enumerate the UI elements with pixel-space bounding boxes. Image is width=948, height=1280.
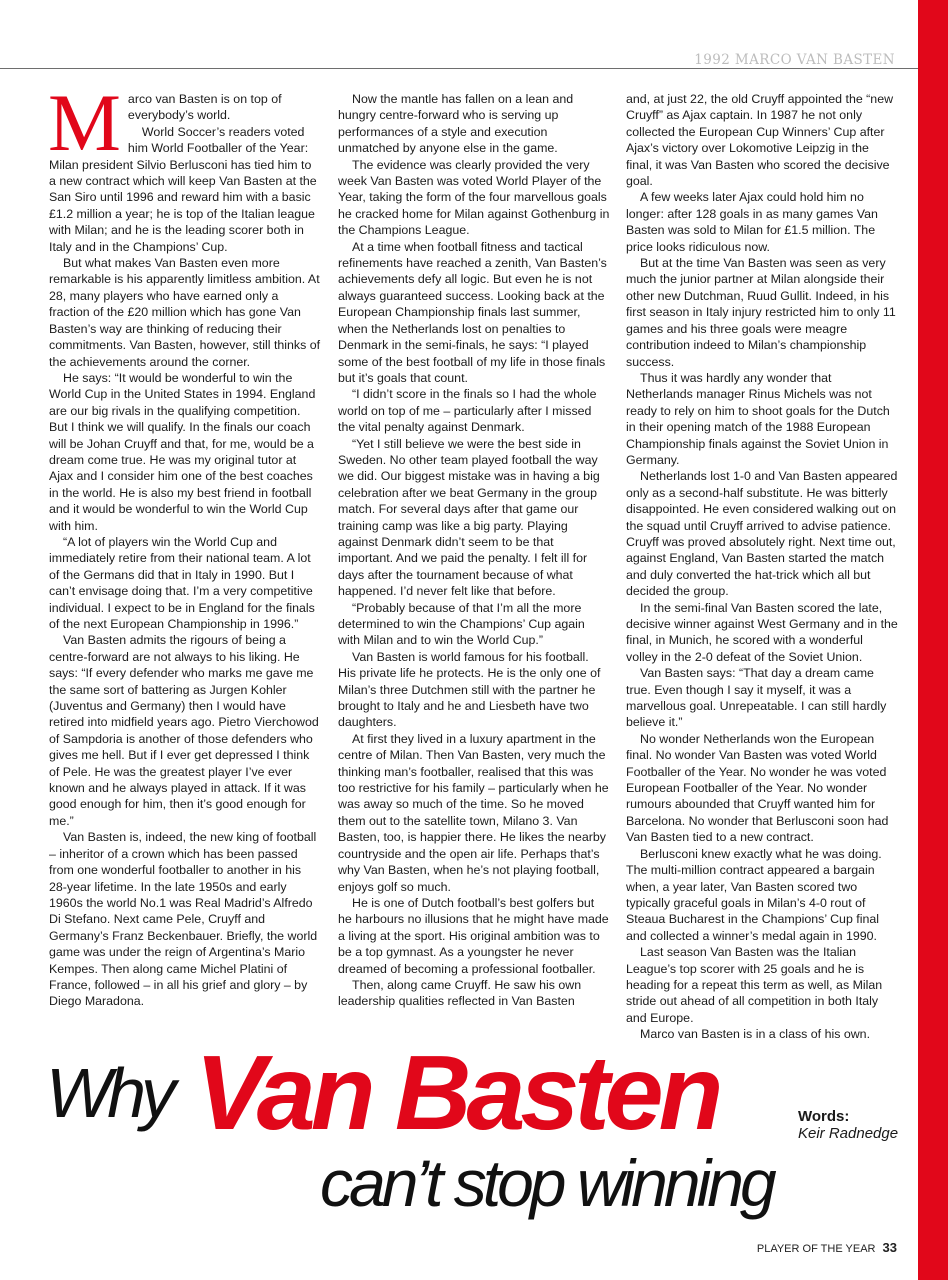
byline-label: Words: — [798, 1108, 850, 1125]
article-column-1 — [48, 77, 321, 1010]
paragraph: Now the mantle has fallen on a lean and hungry centre-forward who is serving up performances of a style and execution unmatched by anyone else in the game. — [338, 92, 574, 156]
paragraph: At first they lived in a luxury apartment in the centre of Milan. Then Van Basten, very much the thinking man’s footballer, realised that this was too restrictive for his family – particularly when he was away so much of the time. So he moved them out to the satellite town, Milano 3. Van Basten, too, is happier there. He likes the nearby countryside and the open air life. Perhaps that’s why Van Basten, when he’s not playing football, enjoys golf so much. — [338, 731, 609, 894]
paragraph: Then, along came Cruyff. He saw his own leadership qualities reflected in Van Basten — [338, 977, 582, 1009]
running-head: 1992 MARCO VAN BASTEN — [694, 52, 895, 68]
paragraph: The evidence was clearly provided the very week Van Basten was voted World Player of the Year, taking the form of the four marvellous goals he cracked home for Milan against Gothenburg in the Champions League. — [338, 157, 610, 238]
paragraph: and, at just 22, the old Cruyff appointed the “new Cruyff” as Ajax captain. In 1987 he not only collected the European Cup Winners’ Cup after Ajax’s victory over Lokomotive Leipzig in the final, it was Van Basten who scored the decisive goal. — [626, 92, 894, 189]
paragraph: arco van Basten is on top of everybody’s world. — [127, 92, 282, 123]
paragraph: No wonder Netherlands won the European final. No wonder Van Basten was voted World Footballer of the Year. No wonder he was voted European Footballer of the Year. No wonder rumours abounded that Cruyff wanted him for Barcelona. No wonder that Berlusconi soon had Van Basten tied to a new contract. — [626, 731, 889, 845]
paragraph: “Yet I still believe we were the best side in Sweden. No other team played football the way we did. Our biggest mistake was in having a big celebration after we beat Germany in the group match. For several days after that game our training camp was like a big party. Playing against Denmark didn’t seem to be that important. And we paid the penalty. I felt ill for days after the tournament because of what happened. I’d never felt like that before. — [338, 436, 600, 599]
paragraph: Netherlands lost 1-0 and Van Basten appeared only as a second-half substitute. He was bitterly disappointed. He even considered walking out on the squad until Cruyff arrived to advise patience. Cruyff was proved absolutely right. Next time out, against England, Van Basten started the match and duly converted the hat-trick which all but decided the group. — [626, 469, 898, 599]
paragraph: Marco van Basten is in a class of his own. — [640, 1027, 871, 1042]
paragraph: Van Basten is, indeed, the new king of football – inheritor of a crown which has been passed from one wonderful footballer to another in his 28-year lifetime. In the late 1950s and early 1960s the world No.1 was Real Madrid’s Alfredo Di Stefano. Next came Pele, Cruyff and Germany’s Franz Beckenbauer. Briefly, the world game was under the reign of Argentina’s Mario Kempes. Then along came Michel Platini of France, followed – in all his grief and glory – by Diego Maradona. — [49, 830, 318, 1009]
paragraph: But at the time Van Basten was seen as very much the junior partner at Milan alongside their other new Dutchman, Ruud Gullit. Indeed, in his first season in Italy injury restricted him to only 11 games and his three goals were meagre contribution indeed to Milan’s championship success. — [626, 256, 896, 369]
paragraph: At a time when football fitness and tactical refinements have reached a zenith, Van Basten’s achievements defy all logic. But even he is not always guaranteed success. Looking back at the European Championship finals last summer, when the Netherlands lost on penalties to Denmark in the semi-finals, he says: “I played some of the best football of my life in those finals but it’s goals that count. — [338, 239, 607, 385]
paragraph: World Soccer’s readers voted him World Footballer of the Year: Milan president Silvio Berlusconi has tied him to a new contract which will keep Van Basten at the San Siro until 1996 and reward him with a basic £1.2 million a year; he is top of the Italian league with Milan; and he is the leading scorer both in Italy and in the Champions’ Cup. — [49, 124, 317, 254]
paragraph: But what makes Van Basten even more remarkable is his apparently limitless ambition. At 28, many players who have earned only a fraction of the £20 million which has gone Van Basten’s way are thinking of reducing their commitments. Van Basten, however, still thinks of the achievements around the corner. — [49, 256, 321, 369]
paragraph: Van Basten admits the rigours of being a centre-forward are not always to his liking. He says: “If every defender who marks me gave me the same sort of battering as Jurgen Kohler (Juventus and Germany) then I would have retired into midfield years ago. Pietro Vierchowod of Sampdoria is another of those defenders who gives me hell. But if I ever get depressed I think of Pele. He was the greatest player I’ve ever known and he always played in attack. If it was good enough for him, then it’s good enough for me.” — [49, 633, 319, 828]
paragraph: In the semi-final Van Basten scored the late, decisive winner against West Germany and in the final, in Munich, he scored with a wonderful volley in the 2-0 defeat of the Soviet Union. — [626, 600, 898, 664]
paragraph: “Probably because of that I’m all the more determined to win the Champions’ Cup again with Milan and to win the World Cup.” — [338, 600, 585, 648]
headline-subline: can’t stop winning — [320, 1146, 773, 1220]
footer-section: PLAYER OF THE YEAR — [756, 1243, 876, 1255]
article-column-3 — [626, 91, 898, 1043]
paragraph: He is one of Dutch football’s best golfers but he harbours no illusions that he might have made a living at the sport. His original ambition was to be a top gymnast. As a youngster he never dreamed of becoming a professional footballer. — [338, 895, 609, 976]
paragraph: A few weeks later Ajax could hold him no longer: after 128 goals in as many games Van Basten was sold to Milan for £1.5 million. The price looks ridiculous now. — [626, 190, 878, 254]
headline-name: Van Basten — [195, 1034, 719, 1152]
article-column-2 — [338, 91, 610, 1010]
paragraph: Last season Van Basten was the Italian League’s top scorer with 25 goals and he is heading for a repeat this term as well, as Milan stride out ahead of all competition in both Italy and Europe. — [626, 945, 883, 1025]
header-rule — [0, 68, 918, 69]
paragraph: Berlusconi knew exactly what he was doing. The multi-million contract appeared a bargain when, a year later, Van Basten scored two typically graceful goals in Milan’s 4-0 rout of Steaua Bucharest in the Champions’ Cup final and collected a winner’s medal again in 1990. — [626, 846, 882, 943]
byline — [798, 1108, 898, 1142]
paragraph: Van Basten is world famous for his football. His private life he protects. He is the only one of Milan’s three Dutchmen still with the partner he brought to Italy and he and Liesbeth have two daughters. — [338, 649, 601, 730]
paragraph: He says: “It would be wonderful to win the World Cup in the United States in 1994. England are our big rivals in the qualifying competition. But I think we will qualify. In the finals our coach will be Johan Cruyff and that, for me, would be a dream come true. He was my original tutor at Ajax and I consider him one of the best coaches in the world. He is also my best friend in football and it would be wonderful to win the World Cup with him. — [49, 370, 316, 533]
headline-why: Why — [46, 1054, 171, 1132]
page-number: 33 — [882, 1240, 897, 1255]
paragraph: Thus it was hardly any wonder that Netherlands manager Rinus Michels was not ready to rely on him to shoot goals for the Dutch in their opening match of the 1988 European Championship finals against the Soviet Union in Germany. — [626, 370, 890, 467]
paragraph: “I didn’t score in the finals so I had the whole world on top of me – particularly after I missed the vital penalty against Denmark. — [338, 387, 597, 435]
page-footer — [757, 1240, 897, 1255]
byline-author: Keir Radnedge — [798, 1125, 899, 1142]
drop-cap: M — [48, 77, 121, 168]
paragraph: Van Basten says: “That day a dream came true. Even though I say it myself, it was a marvellous goal. Unrepeatable. I can still hardly believe it.” — [626, 666, 887, 730]
red-edge-bar — [918, 0, 948, 1280]
paragraph: “A lot of players win the World Cup and immediately retire from their national team. A lot of the Germans did that in Italy in 1990. But I can’t envisage doing that. I’m a very competitive individual. I expect to be in England for the finals of the next European Championship in 1996.” — [49, 534, 315, 631]
